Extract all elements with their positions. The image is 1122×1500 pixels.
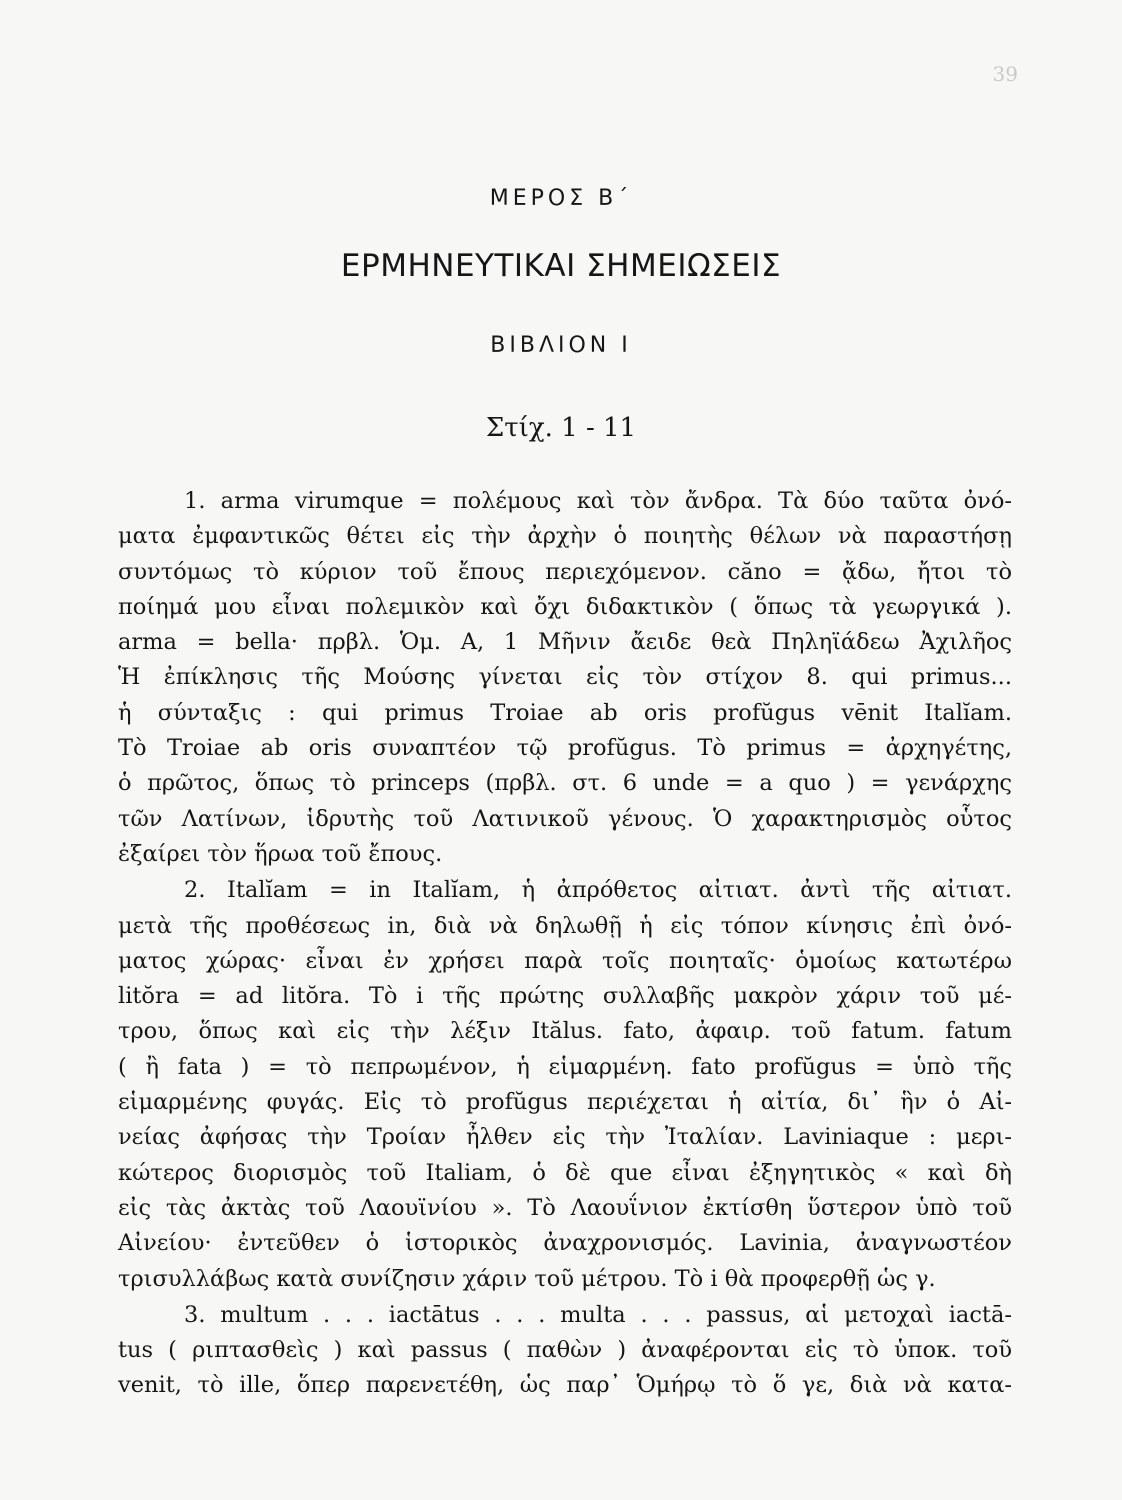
note-line: 3. multum . . . iactātus . . . multa . . . passus, αἱ μετοχαὶ iactā-: [184, 1301, 1012, 1328]
note-line: Ἡ ἐπίκλησις τῆς Μούσης γίνεται εἰς τὸν στίχον 8. qui primus...: [118, 664, 1012, 691]
note-line: litŏra = ad litŏra. Τὸ i τῆς πρώτης συλλαβῆς μακρὸν χάριν τοῦ μέ-: [118, 983, 1012, 1010]
book-title: ΒΙΒΛΙΟΝ Ι: [490, 333, 632, 358]
note-line: 1. arma virumque = πολέμους καὶ τὸν ἄνδρα. Τὰ δύο ταῦτα ὀνό-: [184, 488, 1012, 514]
note-line: ματος χώρας· εἶναι ἐν χρήσει παρὰ τοῖς ποιηταῖς· ὁμοίως κατωτέρω: [118, 947, 1012, 974]
note-line: ποίημά μου εἶναι πολεμικὸν καὶ ὄχι διδακτικὸν ( ὅπως τὰ γεωργικά ).: [118, 593, 1012, 620]
note-line: συντόμως τὸ κύριον τοῦ ἔπους περιεχόμενον. căno = ᾄδω, ἤτοι τὸ: [118, 558, 1012, 585]
part-title: ΜΕΡΟΣ Β΄: [489, 186, 633, 211]
note-line: ( ἢ fata ) = τὸ πεπρωμένον, ἡ εἱμαρμένη. fato profŭgus = ὑπὸ τῆς: [118, 1053, 1012, 1080]
note-line: τῶν Λατίνων, ἱδρυτὴς τοῦ Λατινικοῦ γένους. Ὁ χαρακτηρισμὸς οὗτος: [118, 805, 1012, 832]
note-line: κώτερος διορισμὸς τοῦ Italiam, ὁ δὲ que εἶναι ἐξηγητικὸς « καὶ δὴ: [118, 1159, 1012, 1186]
note-line: ματα ἐμφαντικῶς θέτει εἰς τὴν ἀρχὴν ὁ ποιητὴς θέλων νὰ παραστήσῃ: [118, 523, 1012, 550]
note-line: tus ( ριπτασθεὶς ) καὶ passus ( παθὼν ) ἀναφέρονται εἰς τὸ ὑποκ. τοῦ: [118, 1337, 1012, 1364]
verse-range: Στίχ. 1 - 11: [485, 413, 637, 443]
note-verse-1: [118, 484, 1012, 872]
note-line: 2. Italĭam = in Italĭam, ἡ ἀπρόθετος αἰτιατ. ἀντὶ τῆς αἰτιατ.: [184, 877, 1012, 904]
note-line: εἱμαρμένης φυγάς. Εἰς τὸ profŭgus περιέχεται ἡ αἰτία, δι᾽ ἣν ὁ Αἰ-: [118, 1089, 1012, 1116]
note-line: τρου, ὅπως καὶ εἰς τὴν λέξιν Itălus. fato, ἀφαιρ. τοῦ fatum. fatum: [118, 1018, 1012, 1045]
note-line: Αἰνείου· ἐντεῦθεν ὁ ἱστορικὸς ἀναχρονισμός. Lavinia, ἀναγνωστέον: [118, 1230, 1012, 1257]
note-line: ἡ σύνταξις : qui primus Troiae ab oris profŭgus vēnit Italĭam.: [118, 699, 1012, 726]
note-line: τρισυλλάβως κατὰ συνίζησιν χάριν τοῦ μέτρου. Τὸ i θὰ προφερθῇ ὡς γ.: [118, 1265, 936, 1292]
note-line: venit, τὸ ille, ὅπερ παρενετέθη, ὡς παρ᾽ Ὁμήρῳ τὸ ὅ γε, διὰ νὰ κατα-: [118, 1372, 1012, 1399]
page-number: 39: [992, 62, 1018, 86]
note-line: ὁ πρῶτος, ὅπως τὸ princeps (πρβλ. στ. 6 unde = a quo ) = γενάρχης: [118, 770, 1012, 797]
commentary-body: [118, 484, 1012, 1405]
note-line: νείας ἀφήσας τὴν Τροίαν ἦλθεν εἰς τὴν Ἰταλίαν. Laviniaque : μερι-: [118, 1124, 1012, 1151]
note-line: arma = bella· πρβλ. Ὁμ. Α, 1 Μῆνιν ἄειδε θεὰ Πηληϊάδεω Ἀχιλῆος: [118, 629, 1012, 656]
note-line: εἰς τὰς ἀκτὰς τοῦ Λαουϊνίου ». Τὸ Λαουΐνιον ἐκτίσθη ὕστερον ὑπὸ τοῦ: [118, 1194, 1012, 1221]
note-line: μετὰ τῆς προθέσεως in, διὰ νὰ δηλωθῇ ἡ εἰς τόπον κίνησις ἐπὶ ὀνό-: [118, 912, 1012, 939]
section-title: ΕΡΜΗΝΕΥΤΙΚΑΙ ΣΗΜΕΙΩΣΕΙΣ: [340, 248, 782, 284]
note-line: Τὸ Troiae ab oris συναπτέον τῷ profŭgus. Τὸ primus = ἀρχηγέτης,: [118, 735, 1012, 762]
note-verse-2: [118, 873, 1012, 1297]
note-verse-3: [118, 1298, 1012, 1404]
note-line: ἐξαίρει τὸν ἥρωα τοῦ ἔπους.: [118, 840, 443, 867]
